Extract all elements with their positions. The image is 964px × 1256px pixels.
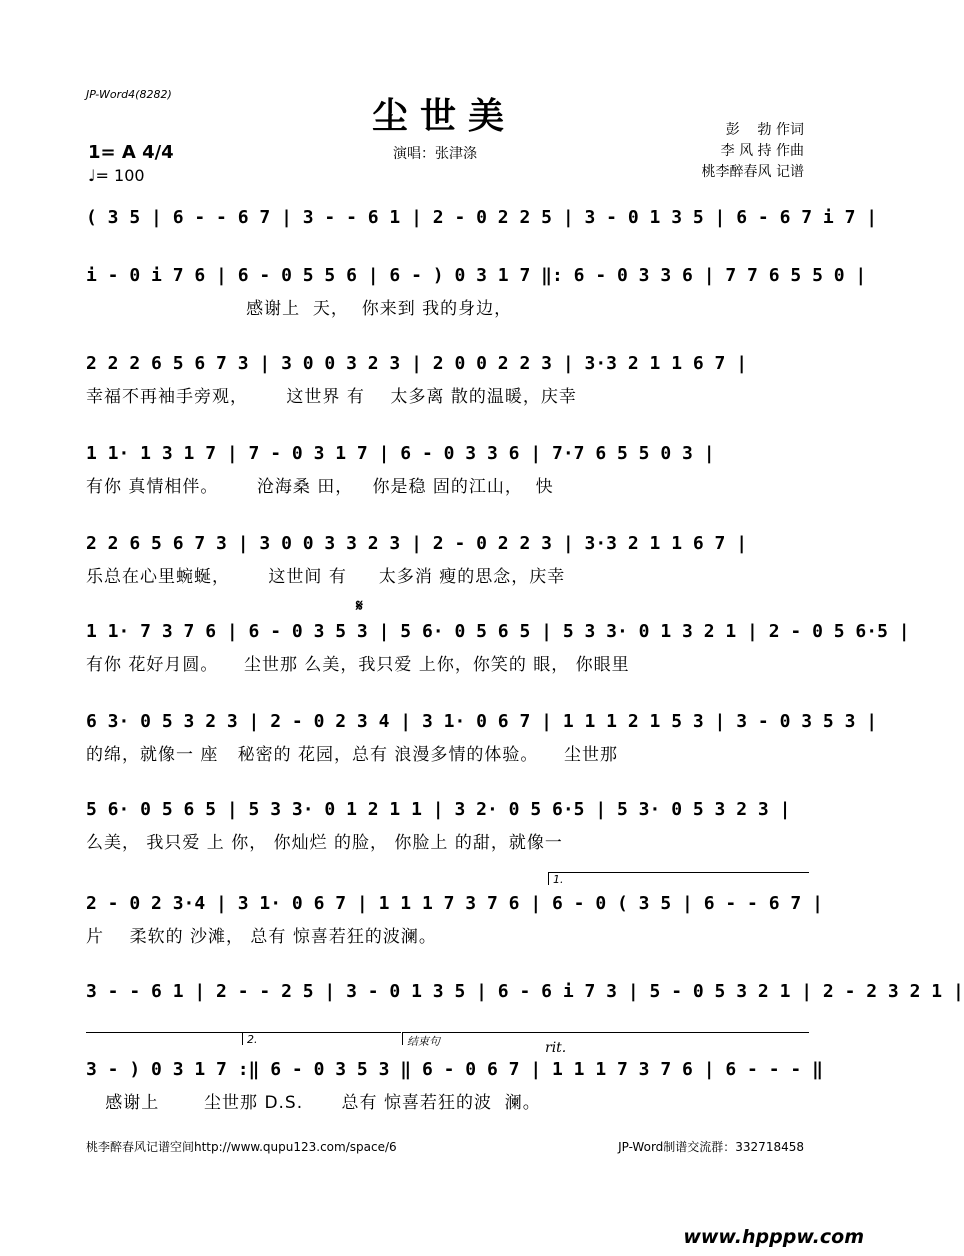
lyric-row-11: 感谢上 尘世那 D.S. 总有 惊喜若狂的波 澜。 bbox=[86, 1093, 541, 1113]
software-label: JP-Word4(8282) bbox=[86, 88, 172, 101]
notation-row-4: 1 1· 1 3 1 7 | 7 - 0 3 1 7 | 6 - 0 3 3 6 | 7·7 6 5 5 0 3 | bbox=[86, 442, 715, 464]
notation-row-9: 2 - 0 2 3·4 | 3 1· 0 6 7 | 1 1 1 7 3 7 6 | 6 - 0 ( 3 5 | 6 - - 6 7 | bbox=[86, 892, 823, 914]
segno-sign: 𝄋 bbox=[356, 596, 363, 615]
notation-row-2: i - 0 i 7 6 | 6 - 0 5 5 6 | 6 - ) 0 3 1 7 ‖: 6 - 0 3 3 6 | 7 7 6 5 5 0 | bbox=[86, 264, 867, 286]
lyric-row-7: 的绵，就像一 座 秘密的 花园，总有 浪漫多情的体验。 尘世那 bbox=[86, 745, 619, 765]
notation-row-1: ( 3 5 | 6 - - 6 7 | 3 - - 6 1 | 2 - 0 2 2 5 | 3 - 0 1 3 5 | 6 - 6 7 i 7 | bbox=[86, 206, 878, 228]
lyric-row-5: 乐总在心里蜿蜒， 这世间 有 太多消 瘦的思念，庆幸 bbox=[86, 567, 566, 587]
lyric-row-9: 片 柔软的 沙滩， 总有 惊喜若狂的波澜。 bbox=[86, 927, 437, 947]
lyric-row-6: 有你 花好月圆。 尘世那 么美，我只爱 上你，你笑的 眼， 你眼里 bbox=[86, 655, 630, 675]
lyricist-credit: 彭 勃 作词 bbox=[725, 122, 804, 138]
tempo-marking: ♩= 100 bbox=[88, 166, 145, 185]
composer-credit: 李 风 持 作曲 bbox=[720, 143, 804, 159]
lyric-row-2: 感谢上 天， 你来到 我的身边， bbox=[86, 299, 513, 319]
singer-credit: 演唱：张津涤 bbox=[393, 146, 477, 162]
volta-line-prev bbox=[86, 1032, 242, 1045]
transcriber-credit: 桃李醉春风 记谱 bbox=[701, 164, 804, 180]
volta-bracket-1: 1. bbox=[548, 872, 809, 885]
lyric-row-8: 么美， 我只爱 上 你， 你灿烂 的脸， 你脸上 的甜，就像一 bbox=[86, 833, 563, 853]
lyric-row-3: 幸福不再袖手旁观， 这世界 有 太多离 散的温暖，庆幸 bbox=[86, 387, 577, 407]
ritardando-marking: rit. bbox=[545, 1040, 567, 1056]
footer-group-info: JP-Word制谱交流群：332718458 bbox=[618, 1140, 804, 1154]
credits-block bbox=[702, 120, 804, 183]
volta-bracket-2: 2. bbox=[242, 1032, 401, 1045]
notation-row-6: 1 1· 7 3 7 6 | 6 - 0 3 5 3 | 5 6· 0 5 6 5 | 5 3 3· 0 1 3 2 1 | 2 - 0 5 6·5 | bbox=[86, 620, 910, 642]
site-watermark: www.hpppw.com bbox=[683, 1226, 864, 1248]
song-title: 尘世美 bbox=[371, 95, 516, 137]
notation-row-10: 3 - - 6 1 | 2 - - 2 5 | 3 - 0 1 3 5 | 6 - 6 i 7 3 | 5 - 0 5 3 2 1 | 2 - 2 3 2 1 | bbox=[86, 980, 964, 1002]
notation-row-8: 5 6· 0 5 6 5 | 5 3 3· 0 1 2 1 1 | 3 2· 0 5 6·5 | 5 3· 0 5 3 2 3 | bbox=[86, 798, 791, 820]
notation-row-3: 2 2 2 6 5 6 7 3 | 3 0 0 3 2 3 | 2 0 0 2 2 3 | 3·3 2 1 1 6 7 | bbox=[86, 352, 748, 374]
footer-source-link[interactable]: 桃李醉春风记谱空间http://www.qupu123.com/space/6 bbox=[86, 1140, 397, 1154]
key-signature: 1= A 4/4 bbox=[88, 142, 174, 163]
lyric-row-4: 有你 真情相伴。 沧海桑 田， 你是稳 固的江山， 快 bbox=[86, 477, 554, 497]
notation-row-7: 6 3· 0 5 3 2 3 | 2 - 0 2 3 4 | 3 1· 0 6 7 | 1 1 1 2 1 5 3 | 3 - 0 3 5 3 | bbox=[86, 710, 878, 732]
notation-row-5: 2 2 6 5 6 7 3 | 3 0 0 3 3 2 3 | 2 - 0 2 2 3 | 3·3 2 1 1 6 7 | bbox=[86, 532, 748, 554]
notation-row-11: 3 - ) 0 3 1 7 :‖ 6 - 0 3 5 3 ‖ 6 - 0 6 7 | 1 1 1 7 3 7 6 | 6 - - - ‖ bbox=[86, 1058, 823, 1080]
ending-bracket: 结束句 bbox=[402, 1032, 809, 1045]
